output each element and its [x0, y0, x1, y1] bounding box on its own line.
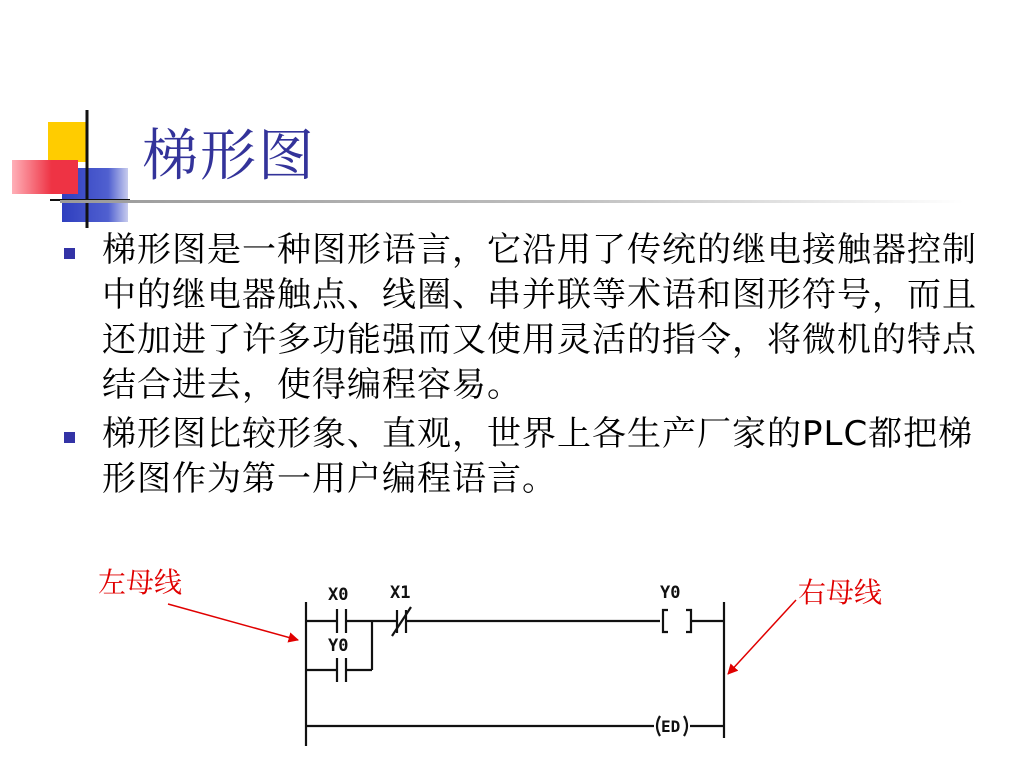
contact-x0 — [337, 609, 346, 633]
slide-title: 梯形图 — [142, 124, 316, 189]
right-bus-label: 右母线 — [798, 576, 883, 609]
contact-x1-label: X1 — [390, 583, 411, 603]
coil-y0 — [663, 610, 691, 632]
left-bus-arrow — [168, 604, 298, 640]
coil-y0-label: Y0 — [660, 583, 681, 603]
bullet-text: 梯形图是一种图形语言，它沿用了传统的继电接触器控制中的继电器触点、线圈、串并联等术语和图形符号，而且还加进了许多功能强而又使用灵活的指令，将微机的特点结合进去，使得编程容易。 — [102, 230, 977, 405]
contact-y0-label: Y0 — [328, 636, 349, 656]
contact-x0-label: X0 — [328, 585, 349, 605]
left-bus-label: 左母线 — [98, 566, 183, 599]
end-instruction-label: ED — [661, 717, 681, 736]
right-bus-arrow — [728, 600, 796, 674]
bullet-text: 梯形图比较形象、直观，世界上各生产厂家的PLC都把梯形图作为第一用户编程语言。 — [102, 414, 974, 499]
contact-y0 — [337, 658, 346, 682]
